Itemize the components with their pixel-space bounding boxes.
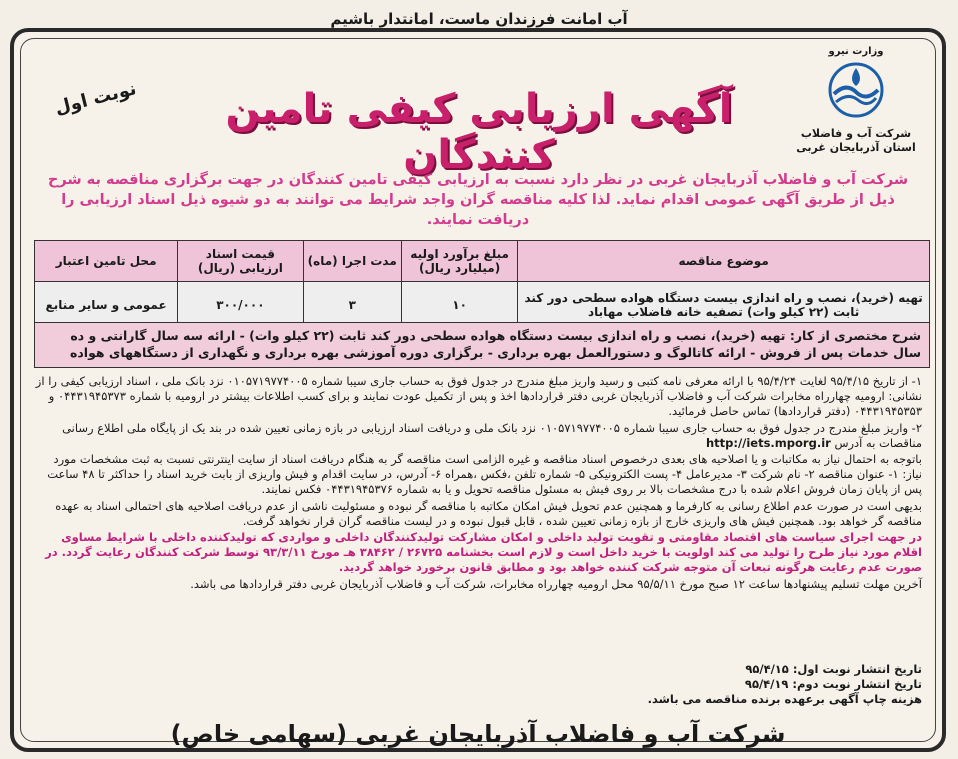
intro-paragraph: شرکت آب و فاضلاب آذربایجان غربی در نظر دارد نسبت به ارزیابی کیفی تامین کنندگان در جهت برگزاری مناقصه به شرح ذیل از طریق آگهی عمومی اقدام نماید. لذا کلیه مناقصه گران واجد شرایط می توانند به دو شیوه ذیل اسناد ارزیابی را دریافت نمایند. [47,172,909,228]
ad-cost-note: هزینه چاپ آگهی برعهده برنده مناقصه می باشد. [647,692,922,706]
second-publication-date: تاریخ انتشار نوبت دوم: ۹۵/۴/۱۹ [744,677,922,691]
clause-registration: باتوجه به احتمال نیاز به مکاتبات و یا اصلاحیه های بعدی درخصوص اسناد مناقصه و غیره الزامی است مناقصه گر به هنگام دریافت اسناد از سایت اینترنتی نسبت به ثبت مشخصات مورد نیاز: ۱- عنوان مناقصه ۲- نام شرکت ۳- مدیرعامل ۴- پست الکترونیکی ۵- شماره تلفن ،فکس ،همراه ۶- آدرس، در سایت اقدام و فیش واریزی از بابت خرید اسناد را حداکثر تا ۴۸ ساعت پس از پایان زمان فروش اعلام شده با درج مشخصات بالا بر روی فیش به مسئول مناقصه تحویل و یا به شماره ۰۴۴۳۱۹۴۵۳۷۶ فکس نمایند. [47,452,922,497]
clause-notice: بدیهی است در صورت عدم اطلاع رسانی به کارفرما و همچنین عدم تحویل فیش امکان مکاتبه با مناقصه گر نبوده و مسئولیت ناشی از عدم دریافت اصلاحیه های احتمالی اسناد به عهده مناقصه گر خواهد بود. همچنین فیش های واریزی خارج از بازه زمانی تعیین شده ، قابل قبول نبوده و در لیست مناقصه گران قرار نخواهد گرفت. [55,498,922,528]
round-label: نوبت اول [52,78,139,119]
company-name-line1: شرکت آب و فاضلاب [800,127,912,140]
water-company-emblem-icon [820,60,892,120]
header-doc-price: قیمت اسناد ارزیابی (ریال) [178,241,303,282]
website-link[interactable]: http://iets.mporg.ir [705,435,831,450]
cell-subject: تهیه (خرید)، نصب و راه اندازی بیست دستگاه هواده سطحی دور کند ثابت (۲۲ کیلو وات) تصفیه خانه فاضلاب مهاباد [518,282,930,329]
cell-duration: ۳ [303,282,401,329]
ministry-label: وزارت نیرو [828,46,884,57]
header-estimate: مبلغ برآورد اولیه (میلیارد ریال) [401,241,517,282]
notice-body [34,374,922,593]
first-publication-date: تاریخ انتشار نوبت اول: ۹۵/۴/۱۵ [745,662,922,676]
tender-table [34,240,930,329]
header-subject: موضوع مناقصه [518,241,930,282]
publication-dates [648,662,922,707]
company-signature: شرکت آب و فاضلاب آذربایجان غربی (سهامی خاص) [170,720,786,748]
notice-frame [10,28,946,752]
clause-2-text: ۲- واریز مبلغ مندرج در جدول فوق به حساب جاری سیبا شماره ۰۱۰۵۷۱۹۷۷۴۰۰۵ نزد بانک ملی و دریافت اسناد ارزیابی در بازه زمانی تعیین شده در بند یک از پایگاه ملی اطلاع رسانی مناقصات به آدرس [62,420,922,450]
table-header-row [35,241,930,282]
motto-header: آب امانت فرزندان ماست، امانتدار باشیم [330,10,628,28]
clause-2 [34,421,922,451]
company-name-line2: استان آذربایجان غربی [796,141,916,154]
scope-description: شرح مختصری از کار: تهیه (خرید)، نصب و راه اندازی بیست دستگاه هواده سطحی دور کند ثابت (۲۲ کیلو وات) - ارائه سه سال گارانتی و ده سال خدمات پس از فروش - ارائه کاتالوگ و دستورالعمل بهره برداری - برگزاری دوره آموزشی بهره برداری و نگهداری از دستگاههای هواده [34,322,930,368]
clause-1: ۱- از تاریخ ۹۵/۴/۱۵ لغایت ۹۵/۴/۲۴ با ارائه معرفی نامه کتبی و رسید واریز مبلغ مندرج در جدول فوق به حساب جاری سیبا شماره ۰۱۰۵۷۱۹۷۷۴۰۰۵ نزد بانک ملی ، اسناد ارزیابی کیفی را از نشانی: ارومیه چهارراه مخابرات شرکت آب و فاضلاب آذربایجان غربی دفتر قراردادها اخذ و پس از تکمیل عودت نمایند و برای کسب اطلاعات بیشتر در ارومیه با شماره ۰۴۴۳۱۹۴۵۳۷۳ و ۰۴۴۳۱۹۴۵۳۵۳ (دفتر قراردادها) تماس حاصل فرمائید. [35,374,922,419]
header-funding: محل تامین اعتبار [35,241,178,282]
notice-title: آگهی ارزیابی کیفی تامین کنندگان [225,86,733,178]
header-duration: مدت اجرا (ماه) [303,241,401,282]
clause-deadline: آخرین مهلت تسلیم پیشنهادها ساعت ۱۲ صبح مورخ ۹۵/۵/۱۱ محل ارومیه چهارراه مخابرات، شرکت آب و فاضلاب آذربایجان غربی دفتر قراردادها می باشد. [190,576,922,591]
cell-doc-price: ۳۰۰/۰۰۰ [178,282,303,329]
ministry-logo-block [786,46,926,155]
cell-estimate: ۱۰ [401,282,517,329]
clause-domestic-production: در جهت اجرای سیاست های اقتصاد مقاومتی و تقویت تولید داخلی و امکان مشارکت تولیدکنندگان داخلی و مواردی که تولیدکننده داخلی با شرایط مساوی اقلام مورد نیاز طرح را تولید می کند اولویت با خرید داخل است و لازم است بخشنامه ۲۶۷۲۵ / ۳۸۴۶۲ هـ مورخ ۹۳/۳/۱۱ توسط شرکت کنندگان رعایت گردد. در صورت عدم رعایت هرگونه تبعات آن متوجه شرکت کننده خواهد بود و مطابق قانون برخورد خواهد گردید. [45,530,922,575]
cell-funding: عمومی و سایر منابع [35,282,178,329]
